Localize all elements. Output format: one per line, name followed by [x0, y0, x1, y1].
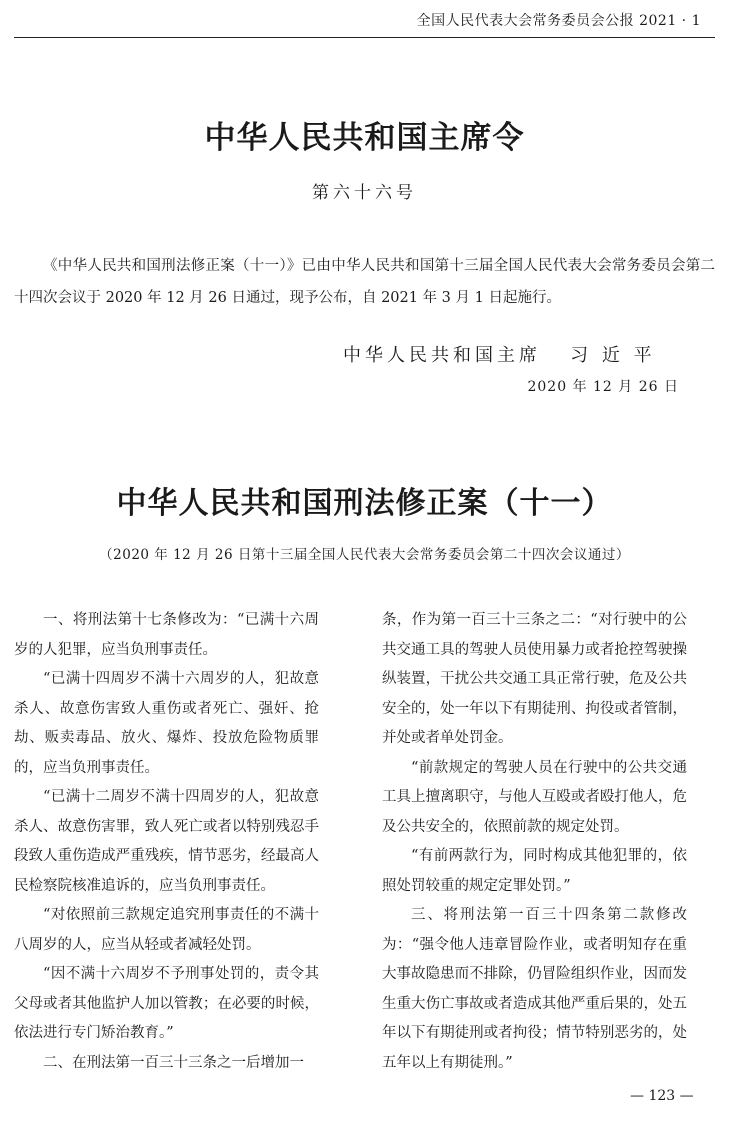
- president-signature: 中华人民共和国主席 习 近 平: [343, 345, 656, 366]
- left-column: [14, 606, 319, 1078]
- order-number: 第六十六号: [312, 183, 417, 203]
- article-paragraph: 一、将刑法第十七条修改为：“已满十六周岁的人犯罪，应当负刑事责任。: [14, 612, 319, 658]
- header-divider: [14, 37, 715, 38]
- article-paragraph: “前款规定的驾驶人员在行驶中的公共交通工具上擅离职守，与他人互殴或者殴打他人，危及公共安全的，依照前款的规定处罚。: [382, 759, 687, 835]
- page-number: — 123 —: [630, 1088, 694, 1104]
- article-paragraph: “已满十四周岁不满十六周岁的人，犯故意杀人、故意伤害致人重伤或者死亡、强奸、抢劫、贩卖毒品、放火、爆炸、投放危险物质罪的，应当负刑事责任。: [14, 671, 319, 776]
- order-body: 《中华人民共和国刑法修正案（十一）》已由中华人民共和国第十三届全国人民代表大会常务委员会第二十四次会议于 2020 年 12 月 26 日通过，现予公布，自 2021 年 3 月 1 日起施行。: [14, 258, 715, 306]
- article-paragraph: 三、将刑法第一百三十四条第二款修改为：“强令他人违章冒险作业，或者明知存在重大事故隐患而不排除，仍冒险组织作业，因而发生重大伤亡事故或者造成其他严重后果的，处五年以下有期徒刑或者拘役；情节特别恶劣的，处五年以上有期徒刑。”: [382, 907, 687, 1071]
- article-paragraph: “因不满十六周岁不予刑事处罚的，责令其父母或者其他监护人加以管教；在必要的时候，依法进行专门矫治教育。”: [14, 966, 319, 1041]
- article-paragraph: “已满十二周岁不满十四周岁的人，犯故意杀人、故意伤害罪，致人死亡或者以特别残忍手段致人重伤造成严重残疾，情节恶劣，经最高人民检察院核准追诉的，应当负刑事责任。: [14, 789, 319, 894]
- signature-date: 2020 年 12 月 26 日: [527, 379, 679, 395]
- publication-header: 全国人民代表大会常务委员会公报 2021 · 1: [416, 13, 701, 29]
- article-paragraph: 二、在刑法第一百三十三条之一后增加一: [43, 1054, 304, 1071]
- article-paragraph: “有前两款行为，同时构成其他犯罪的，依照处罚较重的规定定罪处罚。”: [382, 848, 687, 894]
- amendment-title: 中华人民共和国刑法修正案（十一）: [116, 486, 613, 521]
- presidential-order-title: 中华人民共和国主席令: [204, 120, 525, 156]
- article-paragraph-continued: 条，作为第一百三十三条之二：“对行驶中的公共交通工具的驾驶人员使用暴力或者抢控驾驶操纵装置，干扰公共交通工具正常行驶，危及公共安全的，处一年以下有期徒刑、拘役或者管制，并处或者单处罚金。: [382, 612, 687, 746]
- amendment-subtitle: （2020 年 12 月 26 日第十三届全国人民代表大会常务委员会第二十四次会议通过）: [99, 547, 630, 563]
- article-paragraph: “对依照前三款规定追究刑事责任的不满十八周岁的人，应当从轻或者减轻处罚。: [14, 907, 319, 953]
- right-column: [382, 606, 687, 1078]
